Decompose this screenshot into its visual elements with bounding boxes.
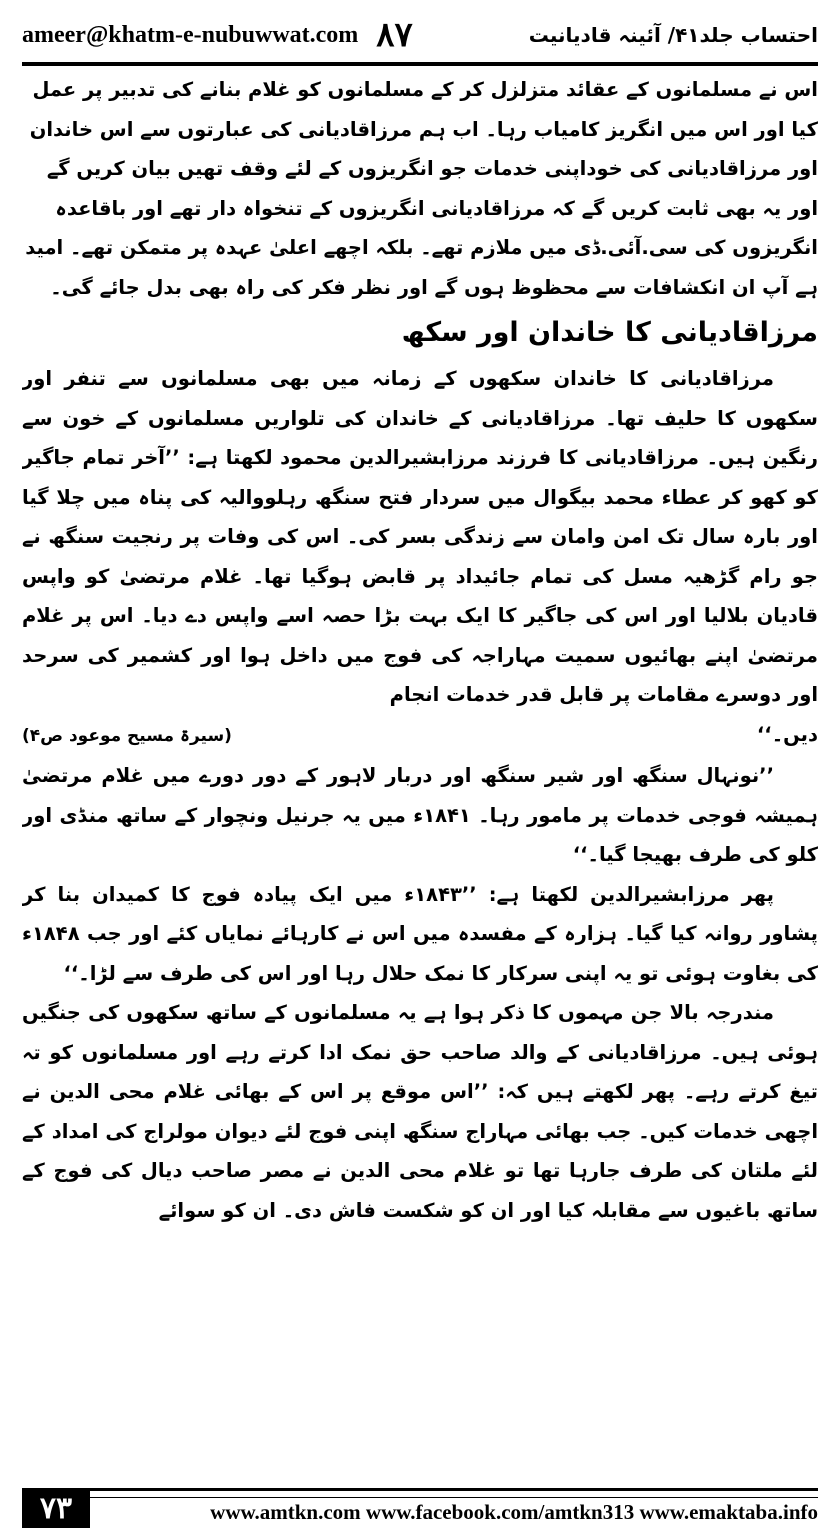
header-page-number: ۸۷ bbox=[376, 15, 413, 55]
citation: (سیرۃ مسیح موعود ص۴) bbox=[22, 725, 232, 746]
page-body bbox=[22, 70, 818, 1472]
footer-page-number: ۷۳ bbox=[22, 1488, 90, 1528]
page-footer bbox=[22, 1488, 818, 1528]
footer-divider bbox=[90, 1488, 818, 1498]
page-header bbox=[22, 12, 818, 58]
header-left bbox=[22, 15, 413, 55]
header-email: ameer@khatm-e-nubuwwat.com bbox=[22, 21, 359, 48]
citation-line bbox=[22, 715, 818, 757]
section-heading: مرزاقادیانی کا خاندان اور سکھ bbox=[401, 317, 818, 348]
paragraph-2: ’’نونہال سنگھ اور شیر سنگھ اور دربار لاہور کے دور دورے میں غلام مرتضیٰ ہمیشہ فوجی خدمات پر مامور رہا۔ ۱۸۴۱ء میں یہ جرنیل ونچوار کے ساتھ منڈی اور کلو کی طرف بھیجا گیا۔‘‘ bbox=[22, 764, 818, 866]
book-title: احتساب جلد۴۱/ آئینہ قادیانیت bbox=[528, 23, 818, 47]
intro-paragraph: اس نے مسلمانوں کے عقائد متزلزل کر کے مسلمانوں کو غلام بنانے کی تدبیر پر عمل کیا اور اس میں انگریز کامیاب رہا۔ اب ہم مرزاقادیانی کی عبارتوں سے اس خاندان اور مرزاقادیانی کی خوداپنی خدمات جو انگریزوں کے لئے وقف تھیں بیان کریں گے اور یہ بھی ثابت کریں گے کہ مرزاقادیانی انگریزوں کے تنخواہ دار تھے اور باقاعدہ انگریزوں کی سی.آئی.ڈی میں ملازم تھے۔ بلکہ اچھے اعلیٰ عہدہ پر متمکن تھے۔ امید ہے آپ ان انکشافات سے محظوظ ہوں گے اور نظر فکر کی راہ بھی بدل جائے گی۔ bbox=[25, 78, 818, 299]
paragraph-4: مندرجہ بالا جن مہموں کا ذکر ہوا ہے یہ مسلمانوں کے ساتھ سکھوں کی جنگیں ہوئی ہیں۔ مرزاقادیانی کے والد صاحب حق نمک ادا کرتے رہے اور مسلمانوں کو تہ تیغ کرتے رہے۔ پھر لکھتے ہیں کہ: ’’اس موقع پر اس کے بھائی غلام محی الدین نے اچھی خدمات کیں۔ جب بھائی مہاراج سنگھ اپنی فوج لئے دیوان مولراج کی امداد کے لئے ملتان کی طرف جارہا تھا تو غلام محی الدین نے مصر صاحب دیال کی فوج کے ساتھ باغیوں سے مقابلہ کیا اور ان کو شکست فاش دی۔ ان کو سوائے bbox=[22, 1001, 818, 1222]
paragraph-3: پھر مرزابشیرالدین لکھتا ہے: ’’۱۸۴۳ء میں ایک پیادہ فوج کا کمیدان بنا کر پشاور روانہ کیا گیا۔ ہزارہ کے مفسدہ میں اس نے کارہائے نمایاں کئے اور جب ۱۸۴۸ء کی بغاوت ہوئی تو یہ اپنی سرکار کا نمک حلال رہا اور اس کی طرف سے لڑا۔‘‘ bbox=[22, 882, 818, 985]
paragraph-1: مرزاقادیانی کا خاندان سکھوں کے زمانہ میں بھی مسلمانوں سے تنفر اور سکھوں کا حلیف تھا۔ مرزاقادیانی کے خاندان کی تلواریں مسلمانوں کے خون سے رنگین ہیں۔ مرزاقادیانی کا فرزند مرزابشیرالدین محمود لکھتا ہے: ’’آخر تمام جاگیر کو کھو کر عطاء محمد بیگوال میں سردار فتح سنگھ رہلووالیہ کی پناہ میں چلا گیا اور بارہ سال تک امن وامان سے زندگی بسر کی۔ اس کی وفات پر رنجیت سنگھ نے جو رام گڑھیہ مسل کی تمام جائیداد پر قابض ہوگیا تھا۔ غلام مرتضیٰ کو واپس قادیان بلالیا اور اس کی جاگیر کا ایک بہت بڑا حصہ اسے واپس دے دیا۔ اس پر غلام مرتضیٰ اپنے بھائیوں سمیت مہاراجہ کی فوج میں داخل ہوا اور کشمیر کی سرحد اور دوسرے مقامات پر قابل قدر خدمات انجام bbox=[22, 367, 818, 706]
paragraph-1-end: دیں۔‘‘ bbox=[756, 722, 818, 746]
footer-links: www.amtkn.com www.facebook.com/amtkn313 www.emaktaba.info bbox=[210, 1499, 818, 1524]
header-divider bbox=[22, 62, 818, 66]
